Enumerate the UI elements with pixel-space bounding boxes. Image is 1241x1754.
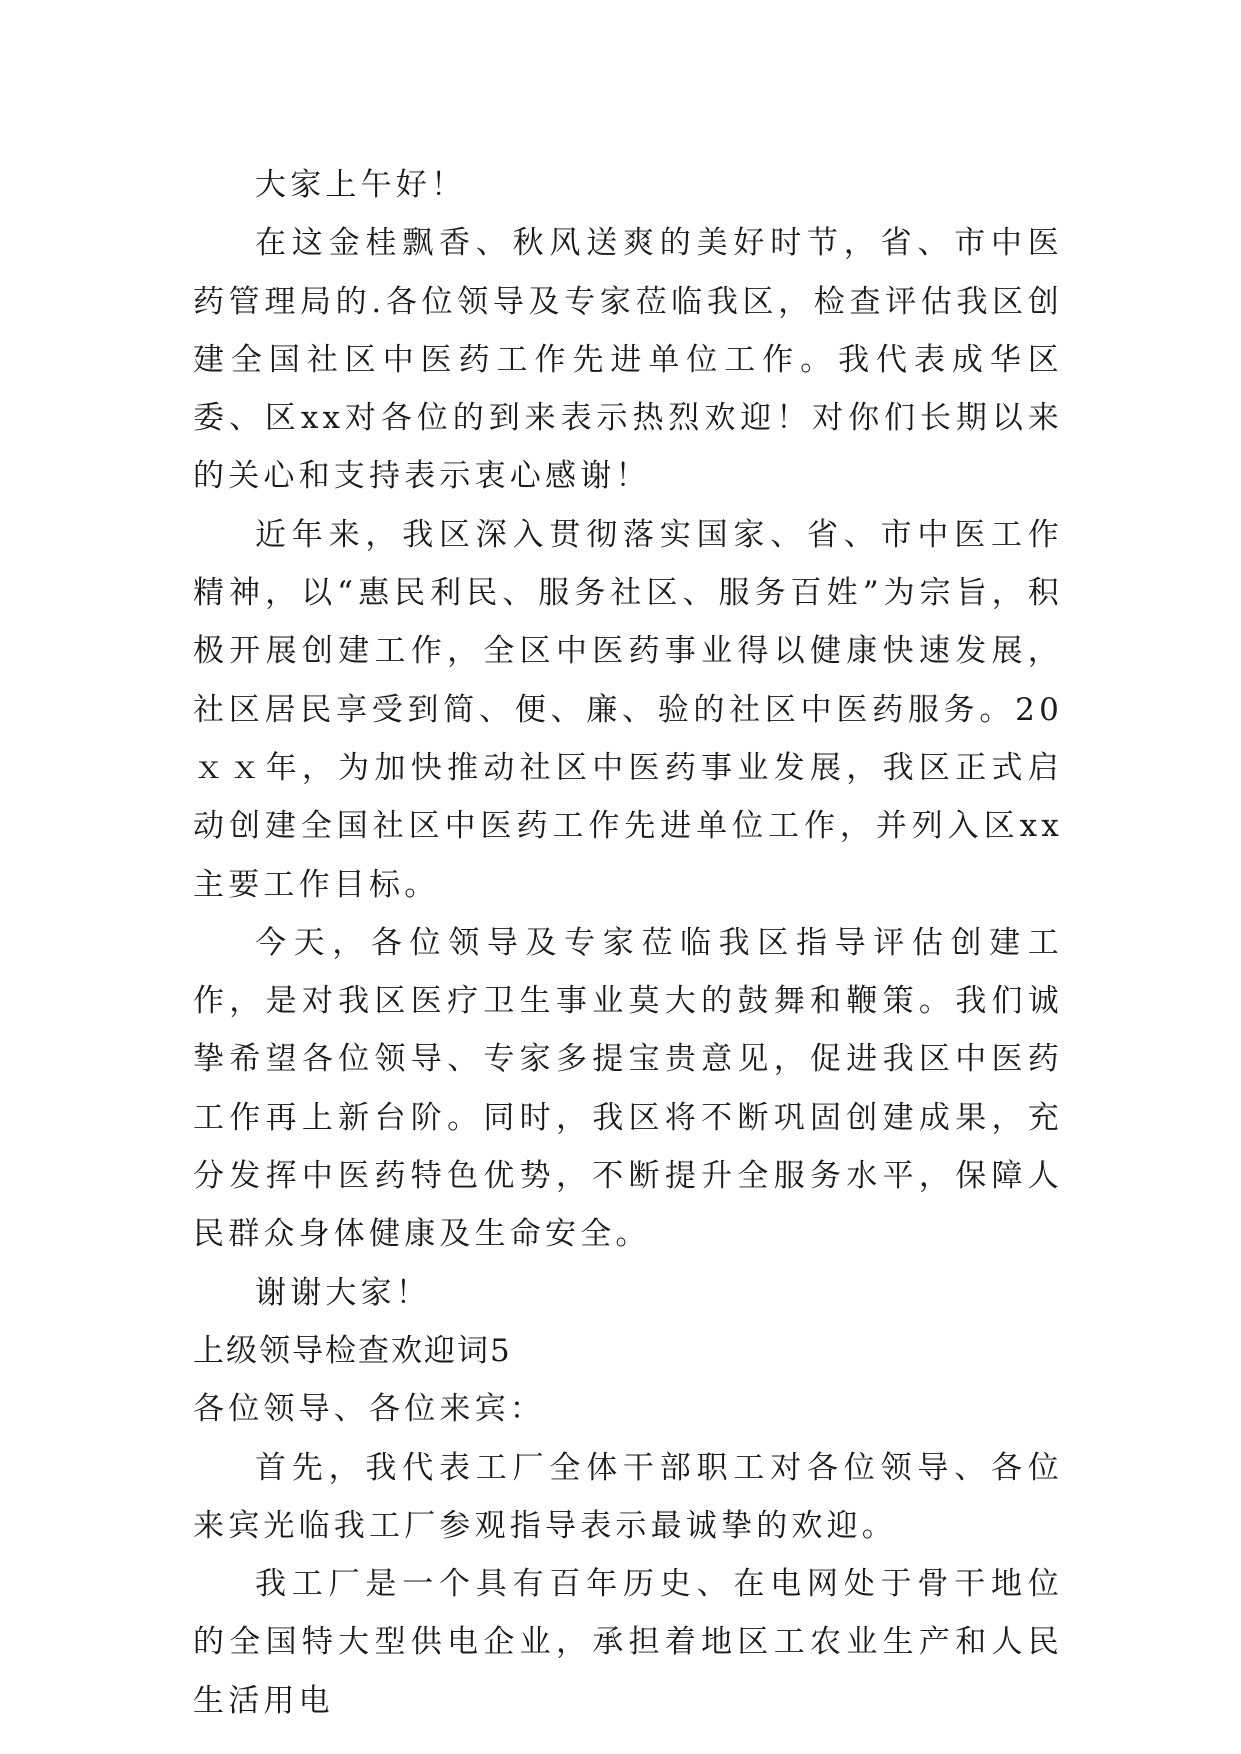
- welcome-paragraph: 在这金桂飘香、秋风送爽的美好时节，省、市中医药管理局的.各位领导及专家莅临我区，检查评估我区创建全国社区中医药工作先进单位工作。我代表成华区委、区xx对各位的到来表示热烈欢迎！对你们长期以来的关心和支持表示衷心感谢！: [193, 225, 1063, 495]
- salutation-paragraph: 各位领导、各位来宾：: [193, 1391, 545, 1428]
- greeting-paragraph: 大家上午好！: [255, 167, 467, 203]
- achievements-paragraph: 近年来，我区深入贯彻落实国家、省、市中医工作精神，以“惠民利民、服务社区、服务百姓”为宗旨，积极开展创建工作，全区中医药事业得以健康快速发展，社区居民享受到简、便、廉、验的社区中医药服务。20ｘｘ年，为加快推动社区中医药事业发展，我区正式启动创建全国社区中医药工作先进单位工作，并列入区xx主要工作目标。: [193, 516, 1063, 903]
- factory-intro-paragraph: 我工厂是一个具有百年历史、在电网处于骨干地位的全国特大型供电企业，承担着地区工农业生产和人民生活用电: [193, 1566, 1063, 1719]
- expectation-paragraph: 今天，各位领导及专家莅临我区指导评估创建工作，是对我区医疗卫生事业莫大的鼓舞和鞭策。我们诚挚希望各位领导、专家多提宝贵意见，促进我区中医药工作再上新台阶。同时，我区将不断巩固创建成果，充分发挥中医药特色优势，不断提升全服务水平，保障人民群众身体健康及生命安全。: [193, 924, 1063, 1253]
- factory-welcome-paragraph: 首先，我代表工厂全体干部职工对各位领导、各位来宾光临我工厂参观指导表示最诚挚的欢迎。: [193, 1449, 1063, 1544]
- document-body: [193, 156, 1063, 1730]
- section-heading: 上级领导检查欢迎词5: [193, 1332, 512, 1369]
- thanks-paragraph: 谢谢大家！: [255, 1274, 431, 1311]
